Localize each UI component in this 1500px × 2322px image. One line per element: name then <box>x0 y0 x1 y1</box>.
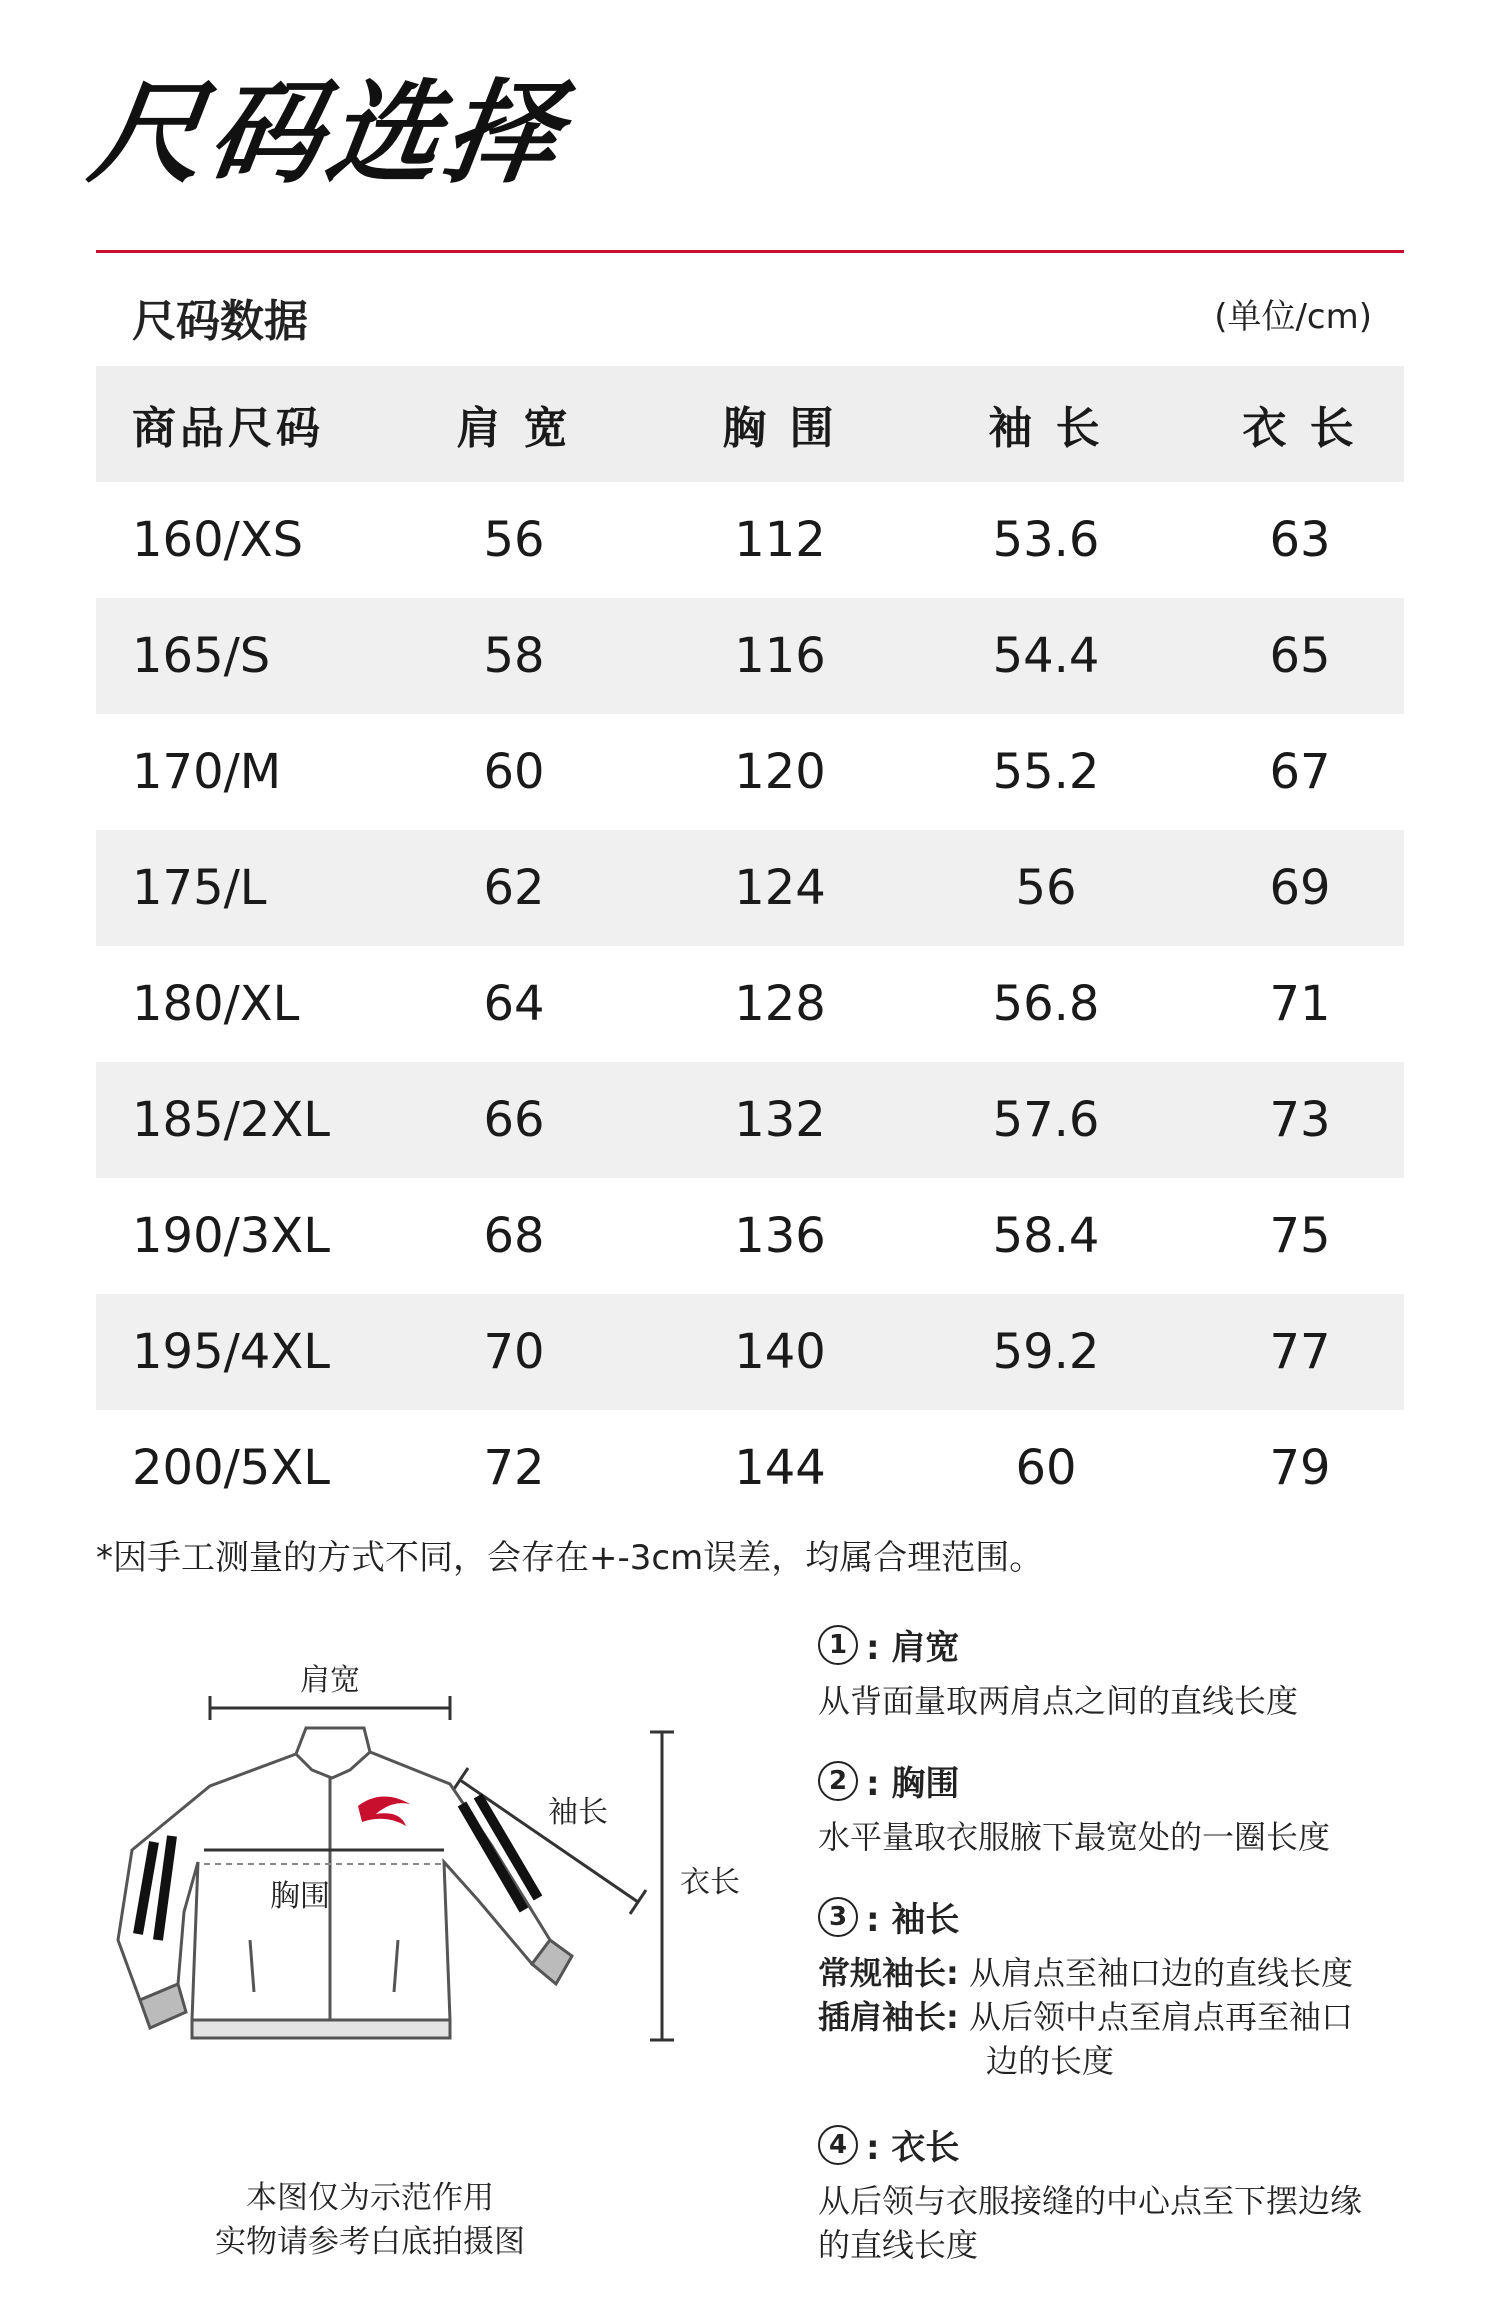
diagram-caption-2: 实物请参考白底拍摄图 <box>215 2224 525 2260</box>
cell-length: 73 <box>1269 1092 1331 1148</box>
cell-sleeve: 54.4 <box>992 628 1100 684</box>
desc-shoulder <box>818 1620 1298 1723</box>
unit-label: (单位/cm) <box>1214 297 1372 337</box>
table-row <box>96 482 1404 598</box>
diagram-caption-1: 本图仅为示范作用 <box>246 2180 494 2216</box>
circled-number-3: 3 <box>818 1897 858 1937</box>
table-header-row <box>96 366 1404 482</box>
raglan-sleeve-label: 插肩袖长: <box>818 1998 959 2036</box>
cell-shoulder: 72 <box>483 1440 545 1496</box>
header-length: 衣 长 <box>1242 403 1358 454</box>
circled-number-2: 2 <box>818 1761 858 1801</box>
circled-number-4: 4 <box>818 2125 858 2165</box>
cell-chest: 128 <box>734 976 826 1032</box>
cell-sleeve: 58.4 <box>992 1208 1100 1264</box>
cell-size: 185/2XL <box>132 1092 330 1148</box>
circled-number-1: 1 <box>818 1625 858 1665</box>
shoulder-measure-line <box>210 1696 450 1720</box>
cell-length: 69 <box>1269 860 1331 916</box>
table-row <box>96 830 1404 946</box>
cell-sleeve: 57.6 <box>992 1092 1100 1148</box>
jacket-shape <box>118 1728 550 2020</box>
measurement-note: *因手工测量的方式不同，会存在+-3cm误差，均属合理范围。 <box>96 1538 1044 1578</box>
cell-chest: 132 <box>734 1092 826 1148</box>
cell-length: 63 <box>1269 512 1331 568</box>
table-row <box>96 1294 1404 1410</box>
cell-shoulder: 56 <box>483 512 545 568</box>
cell-chest: 124 <box>734 860 826 916</box>
length-label: 衣长 <box>680 1865 740 1900</box>
raglan-sleeve-text-2: 边的长度 <box>986 2042 1115 2080</box>
cell-sleeve: 53.6 <box>992 512 1100 568</box>
cell-length: 77 <box>1269 1324 1331 1380</box>
cell-size: 190/3XL <box>132 1208 330 1264</box>
table-row <box>96 1178 1404 1294</box>
cell-shoulder: 64 <box>483 976 545 1032</box>
cell-chest: 144 <box>734 1440 826 1496</box>
cell-size: 175/L <box>132 860 267 916</box>
desc-shoulder-head: : 肩宽 <box>866 1628 960 1668</box>
cell-chest: 136 <box>734 1208 826 1264</box>
cell-chest: 112 <box>734 512 826 568</box>
cell-size: 195/4XL <box>132 1324 330 1380</box>
header-size: 商品尺码 <box>132 403 324 454</box>
cell-shoulder: 70 <box>483 1324 545 1380</box>
cell-shoulder: 62 <box>483 860 545 916</box>
cell-shoulder: 60 <box>483 744 545 800</box>
desc-chest-head: : 胸围 <box>866 1764 960 1804</box>
section-label: 尺码数据 <box>132 296 308 347</box>
desc-chest-text: 水平量取衣服腋下最宽处的一圈长度 <box>818 1818 1331 1856</box>
cell-shoulder: 68 <box>483 1208 545 1264</box>
cell-chest: 140 <box>734 1324 826 1380</box>
desc-sleeve <box>818 1892 1353 2083</box>
title-divider <box>96 250 1404 253</box>
cell-length: 65 <box>1269 628 1331 684</box>
cell-size: 170/M <box>132 744 282 800</box>
table-row <box>96 946 1404 1062</box>
cell-size: 200/5XL <box>132 1440 330 1496</box>
desc-shoulder-text: 从背面量取两肩点之间的直线长度 <box>818 1682 1299 1720</box>
length-measure-line <box>650 1732 674 2040</box>
header-chest: 胸 围 <box>722 403 838 454</box>
header-shoulder: 肩 宽 <box>456 403 572 454</box>
table-row <box>96 1410 1404 1526</box>
cell-chest: 116 <box>734 628 826 684</box>
cell-size: 180/XL <box>132 976 300 1032</box>
cell-length: 67 <box>1269 744 1331 800</box>
cell-sleeve: 59.2 <box>992 1324 1100 1380</box>
page-title: 尺码选择 <box>82 69 574 199</box>
shoulder-label: 肩宽 <box>300 1663 360 1698</box>
desc-length-text: 从后领与衣服接缝的中心点至下摆边缘 <box>818 2182 1363 2220</box>
sleeve-label: 袖长 <box>548 1795 608 1830</box>
table-row <box>96 714 1404 830</box>
desc-length-head: : 衣长 <box>866 2128 960 2168</box>
size-table <box>96 366 1404 1526</box>
raglan-sleeve-text: 从后领中点至肩点再至袖口 <box>968 1998 1353 2036</box>
jacket-diagram <box>100 1600 740 2160</box>
cell-length: 71 <box>1269 976 1331 1032</box>
jacket-illustration <box>100 1600 740 2160</box>
cell-sleeve: 56.8 <box>992 976 1100 1032</box>
cell-length: 75 <box>1269 1208 1331 1264</box>
table-row <box>96 1062 1404 1178</box>
table-row <box>96 598 1404 714</box>
cell-sleeve: 56 <box>1015 860 1077 916</box>
cell-sleeve: 55.2 <box>992 744 1100 800</box>
header-sleeve: 袖 长 <box>988 403 1104 454</box>
regular-sleeve-text: 从肩点至袖口边的直线长度 <box>968 1954 1353 1992</box>
cell-size: 165/S <box>132 628 271 684</box>
desc-chest <box>818 1756 1330 1859</box>
regular-sleeve-label: 常规袖长: <box>818 1954 959 1992</box>
desc-length <box>818 2120 1362 2267</box>
desc-length-text-2: 的直线长度 <box>818 2226 979 2264</box>
desc-sleeve-head: : 袖长 <box>866 1900 960 1940</box>
cell-shoulder: 66 <box>483 1092 545 1148</box>
cell-length: 79 <box>1269 1440 1331 1496</box>
cell-chest: 120 <box>734 744 826 800</box>
cell-sleeve: 60 <box>1015 1440 1077 1496</box>
cell-shoulder: 58 <box>483 628 545 684</box>
chest-label: 胸围 <box>270 1879 330 1914</box>
cell-size: 160/XS <box>132 512 304 568</box>
